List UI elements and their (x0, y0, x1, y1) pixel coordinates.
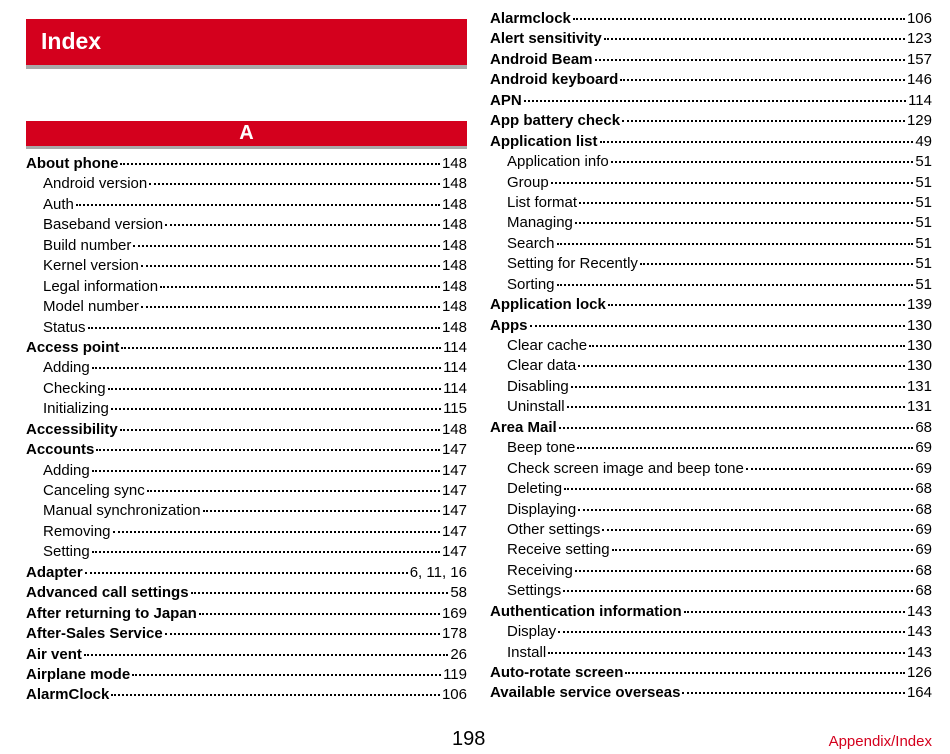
index-column-left (26, 154, 467, 706)
entry-page: 68 (915, 582, 932, 600)
entry-page: 68 (915, 561, 932, 579)
dot-leader (132, 674, 441, 676)
dot-leader (160, 286, 440, 288)
dot-leader (578, 365, 905, 367)
index-entry (26, 645, 467, 665)
dot-leader (611, 161, 914, 163)
index-entry (490, 132, 932, 152)
dot-leader (141, 265, 440, 267)
dot-leader (600, 141, 914, 143)
dot-leader (111, 694, 440, 696)
entry-page: 139 (906, 296, 932, 314)
entry-page: 147 (441, 461, 467, 479)
index-subentry (490, 193, 932, 213)
entry-page: 114 (443, 379, 467, 397)
entry-label: Setting (43, 543, 90, 561)
dot-leader (602, 529, 913, 531)
index-entry (26, 440, 467, 460)
entry-label: Airplane mode (26, 665, 131, 683)
index-entry (26, 685, 467, 705)
dot-leader (141, 306, 440, 308)
entry-label: Receiving (507, 561, 573, 579)
entry-page: 26 (450, 645, 467, 663)
entry-label: Disabling (507, 377, 569, 395)
entry-page: 164 (906, 684, 932, 702)
index-subentry (490, 500, 932, 520)
entry-label: Area Mail (490, 418, 557, 436)
entry-page: 148 (441, 155, 467, 172)
dot-leader (567, 406, 905, 408)
entry-label: Build number (43, 236, 132, 254)
entry-page: 51 (915, 255, 932, 273)
entry-page: 51 (915, 153, 932, 171)
entry-label: About phone (26, 155, 119, 172)
entry-page: 115 (443, 400, 467, 418)
dot-leader (524, 100, 906, 102)
entry-label: Authentication information (490, 602, 682, 620)
index-entry (490, 70, 932, 90)
entry-label: After-Sales Service (26, 625, 163, 643)
dot-leader (622, 120, 905, 122)
dot-leader (92, 470, 440, 472)
entry-page: 148 (441, 298, 467, 316)
dot-leader (551, 182, 914, 184)
index-entry (26, 563, 467, 583)
index-entry (490, 316, 932, 336)
entry-page: 148 (441, 236, 467, 254)
entry-page: 69 (915, 439, 932, 457)
page-number: 198 (452, 728, 486, 750)
entry-page: 148 (441, 257, 467, 275)
entry-page: 178 (441, 625, 467, 643)
dot-leader (149, 183, 440, 185)
index-entry (26, 604, 467, 624)
dot-leader (589, 345, 905, 347)
entry-label: Alert sensitivity (490, 30, 602, 48)
dot-leader (113, 531, 440, 533)
index-subentry (490, 336, 932, 356)
index-subentry (490, 581, 932, 601)
index-entry (26, 154, 467, 174)
entry-label: Canceling sync (43, 482, 145, 499)
entry-label: App battery check (490, 112, 621, 130)
entry-label: Display (507, 623, 557, 641)
entry-page: 143 (906, 623, 932, 641)
index-subentry (490, 173, 932, 193)
entry-page: 49 (915, 132, 932, 150)
dot-leader (120, 163, 439, 165)
entry-page: 123 (906, 30, 932, 48)
dot-leader (165, 633, 440, 635)
dot-leader (108, 388, 442, 390)
index-subentry (490, 234, 932, 254)
dot-leader (92, 367, 441, 369)
entry-page: 147 (441, 502, 467, 520)
entry-label: Air vent (26, 645, 82, 663)
entry-page: 106 (441, 686, 467, 704)
dot-leader (88, 327, 440, 329)
index-entry (26, 338, 467, 358)
entry-label: Model number (43, 298, 139, 316)
index-subentry (490, 561, 932, 581)
index-subentry (490, 459, 932, 479)
entry-label: Android keyboard (490, 71, 619, 89)
index-subentry (26, 461, 467, 481)
dot-leader (604, 38, 905, 40)
entry-label: Check screen image and beep tone (507, 459, 744, 477)
entry-page: 129 (906, 112, 932, 130)
entry-label: Accounts (26, 441, 95, 459)
index-entry (490, 29, 932, 49)
entry-page: 51 (915, 214, 932, 232)
entry-label: Legal information (43, 277, 159, 295)
dot-leader (76, 204, 440, 206)
index-subentry (26, 481, 467, 501)
entry-label: Group (507, 173, 549, 191)
dot-leader (625, 672, 905, 674)
entry-page: 114 (443, 338, 467, 356)
entry-page: 130 (906, 316, 932, 334)
entry-label: Uninstall (507, 398, 565, 416)
entry-label: Adapter (26, 563, 83, 581)
dot-leader (199, 613, 440, 615)
index-subentry (490, 275, 932, 295)
index-subentry (490, 397, 932, 417)
entry-page: 147 (441, 543, 467, 561)
entry-page: 148 (441, 195, 467, 213)
index-subentry (26, 358, 467, 378)
entry-label: Initializing (43, 400, 109, 418)
entry-page: 51 (915, 193, 932, 211)
entry-page: 6, 11, 16 (409, 563, 467, 581)
entry-page: 51 (915, 234, 932, 252)
entry-page: 68 (915, 418, 932, 436)
entry-label: After returning to Japan (26, 604, 197, 622)
entry-label: Available service overseas (490, 684, 681, 702)
index-subentry (26, 277, 467, 297)
entry-label: Application list (490, 132, 598, 150)
entry-label: Checking (43, 379, 106, 397)
entry-label: Install (507, 643, 547, 661)
entry-page: 143 (906, 602, 932, 620)
entry-page: 148 (441, 216, 467, 234)
entry-label: Managing (507, 214, 573, 232)
entry-label: Access point (26, 338, 120, 356)
entry-label: Accessibility (26, 420, 118, 438)
dot-leader (557, 284, 914, 286)
dot-leader (84, 654, 448, 656)
index-entry (26, 665, 467, 685)
dot-leader (746, 468, 913, 470)
entry-label: Sorting (507, 275, 555, 293)
entry-page: 69 (915, 520, 932, 538)
entry-label: Auth (43, 195, 74, 213)
entry-label: Search (507, 234, 555, 252)
index-subentry (26, 297, 467, 317)
entry-page: 69 (915, 459, 932, 477)
entry-label: Android version (43, 175, 148, 193)
index-subentry (26, 195, 467, 215)
entry-label: Beep tone (507, 439, 576, 457)
entry-page: 148 (441, 318, 467, 336)
section-letter: A (239, 122, 254, 144)
index-subentry (26, 399, 467, 419)
entry-page: 126 (906, 664, 932, 681)
dot-leader (120, 429, 440, 431)
index-entry (26, 583, 467, 603)
entry-label: AlarmClock (26, 686, 110, 704)
index-subentry (26, 256, 467, 276)
entry-label: Kernel version (43, 257, 139, 275)
index-column-right (490, 9, 932, 704)
dot-leader (203, 510, 440, 512)
entry-label: APN (490, 91, 522, 109)
index-subentry (490, 152, 932, 172)
dot-leader (573, 18, 905, 20)
entry-label: Clear data (507, 357, 577, 375)
index-title-bar (26, 19, 467, 69)
dot-leader (548, 652, 905, 654)
index-entry (490, 50, 932, 70)
dot-leader (147, 490, 440, 492)
index-entry (26, 420, 467, 440)
index-entry (490, 295, 932, 315)
dot-leader (133, 245, 440, 247)
index-entry (26, 624, 467, 644)
entry-label: Clear cache (507, 337, 588, 354)
entry-page: 114 (908, 91, 932, 109)
dot-leader (578, 509, 913, 511)
dot-leader (564, 488, 913, 490)
dot-leader (563, 590, 913, 592)
dot-leader (575, 222, 913, 224)
entry-page: 130 (906, 357, 932, 375)
index-subentry (26, 215, 467, 235)
entry-label: Apps (490, 316, 528, 334)
entry-label: Receive setting (507, 541, 610, 559)
entry-label: Status (43, 318, 86, 336)
index-entry (490, 602, 932, 622)
index-subentry (490, 254, 932, 274)
page-title: Index (41, 28, 102, 54)
dot-leader (682, 692, 905, 694)
index-subentry (490, 540, 932, 560)
entry-label: Manual synchronization (43, 502, 201, 520)
entry-label: Adding (43, 359, 90, 377)
index-subentry (490, 622, 932, 642)
index-subentry (490, 479, 932, 499)
dot-leader (612, 549, 914, 551)
index-entry (490, 683, 932, 703)
entry-label: Baseband version (43, 216, 164, 234)
dot-leader (577, 447, 913, 449)
dot-leader (575, 570, 913, 572)
dot-leader (191, 592, 449, 594)
entry-label: Deleting (507, 480, 563, 498)
entry-page: 68 (915, 480, 932, 498)
entry-page: 131 (906, 377, 932, 395)
dot-leader (571, 386, 905, 388)
dot-leader (558, 631, 905, 633)
entry-page: 114 (443, 359, 467, 377)
entry-page: 106 (906, 10, 932, 27)
entry-page: 69 (915, 541, 932, 559)
index-subentry (490, 520, 932, 540)
index-entry (490, 111, 932, 131)
index-subentry (490, 213, 932, 233)
index-subentry (490, 377, 932, 397)
dot-leader (121, 347, 441, 349)
dot-leader (608, 304, 905, 306)
entry-label: Adding (43, 461, 90, 479)
entry-page: 148 (441, 175, 467, 193)
entry-label: Advanced call settings (26, 584, 189, 602)
entry-page: 143 (906, 643, 932, 661)
dot-leader (85, 572, 408, 574)
entry-page: 119 (443, 665, 467, 683)
index-subentry (490, 356, 932, 376)
entry-label: Alarmclock (490, 10, 571, 27)
entry-page: 147 (441, 522, 467, 540)
entry-label: Android Beam (490, 50, 593, 68)
index-subentry (490, 438, 932, 458)
dot-leader (579, 202, 913, 204)
index-subentry (26, 379, 467, 399)
entry-label: Settings (507, 582, 562, 600)
entry-label: List format (507, 193, 578, 211)
dot-leader (165, 224, 440, 226)
dot-leader (595, 59, 905, 61)
entry-page: 157 (906, 50, 932, 68)
index-entry (490, 9, 932, 29)
index-subentry (26, 501, 467, 521)
entry-page: 51 (915, 275, 932, 293)
section-letter-bar (26, 121, 467, 149)
dot-leader (557, 243, 914, 245)
index-entry (490, 663, 932, 683)
index-subentry (26, 174, 467, 194)
index-entry (490, 91, 932, 111)
dot-leader (111, 408, 441, 410)
entry-label: Other settings (507, 520, 601, 538)
entry-page: 131 (906, 398, 932, 416)
entry-page: 51 (915, 173, 932, 191)
entry-page: 130 (906, 337, 932, 354)
entry-page: 148 (441, 420, 467, 438)
index-subentry (26, 522, 467, 542)
entry-label: Auto-rotate screen (490, 664, 624, 681)
entry-label: Setting for Recently (507, 255, 638, 273)
entry-label: Application info (507, 153, 609, 171)
entry-page: 148 (441, 277, 467, 295)
section-label: Appendix/Index (828, 733, 932, 750)
entry-label: Displaying (507, 500, 577, 518)
dot-leader (92, 551, 440, 553)
entry-page: 147 (441, 441, 467, 459)
dot-leader (559, 427, 914, 429)
entry-page: 169 (441, 604, 467, 622)
entry-label: Application lock (490, 296, 606, 314)
index-subentry (490, 643, 932, 663)
index-subentry (26, 318, 467, 338)
entry-page: 147 (441, 482, 467, 499)
dot-leader (96, 449, 440, 451)
dot-leader (684, 611, 905, 613)
dot-leader (640, 263, 913, 265)
dot-leader (620, 79, 905, 81)
index-subentry (26, 236, 467, 256)
index-entry (490, 418, 932, 438)
entry-page: 146 (906, 71, 932, 89)
dot-leader (530, 325, 905, 327)
index-subentry (26, 542, 467, 562)
entry-page: 58 (450, 584, 467, 602)
entry-page: 68 (915, 500, 932, 518)
entry-label: Removing (43, 522, 111, 540)
